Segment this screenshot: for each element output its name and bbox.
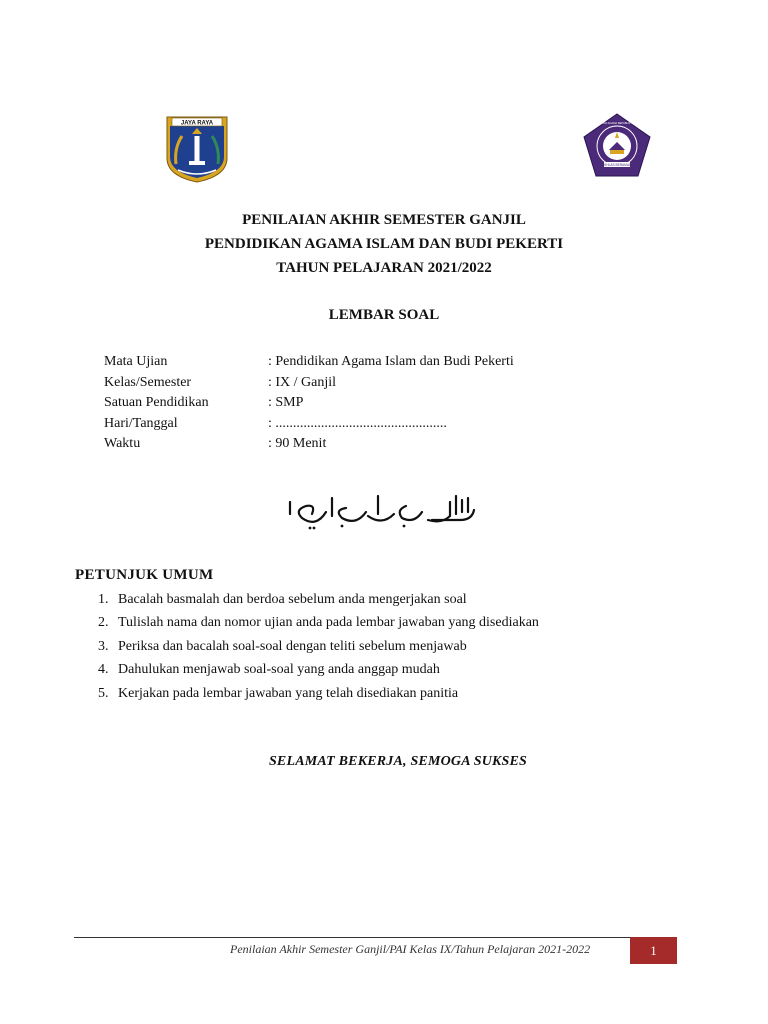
footer-divider <box>74 937 630 938</box>
exam-title: PENILAIAN AKHIR SEMESTER GANJIL <box>242 212 526 228</box>
footer-text: Penilaian Akhir Semester Ganjil/PAI Kelas IX/Tahun Pelajaran 2021-2022 <box>230 942 591 956</box>
item-text: Tulislah nama dan nomor ujian anda pada lembar jawaban yang disediakan <box>118 615 539 631</box>
list-item <box>98 635 539 658</box>
sheet-title: LEMBAR SOAL <box>328 307 440 323</box>
item-number: 2. <box>98 615 109 631</box>
info-row <box>104 414 514 435</box>
list-item <box>98 611 539 634</box>
subject-title: PENDIDIKAN AGAMA ISLAM DAN BUDI PEKERTI <box>204 236 564 252</box>
item-number: 4. <box>98 662 109 678</box>
info-label: Hari/Tanggal <box>104 415 178 431</box>
item-text: Bacalah basmalah dan berdoa sebelum anda mengerjakan soal <box>118 592 467 607</box>
info-label: Kelas/Semester <box>104 374 192 390</box>
item-text: Kerjakan pada lembar jawaban yang telah disediakan panitia <box>118 685 459 701</box>
closing-message: SELAMAT BEKERJA, SEMOGA SUKSES <box>268 754 528 769</box>
info-value: : ................................................. <box>268 415 447 431</box>
info-value: : 90 Menit <box>268 436 327 452</box>
kemenag-logo <box>582 112 652 180</box>
list-item <box>98 682 539 705</box>
info-row <box>104 434 514 455</box>
list-item <box>98 588 539 611</box>
logo-banner-text: JAYA RAYA <box>180 120 214 127</box>
logo-ring-top-text: KEMENTERIAN AGAMA REPUBLIK INDONESIA <box>588 122 646 125</box>
info-label: Waktu <box>104 436 141 452</box>
list-item <box>98 658 539 681</box>
info-value: : Pendidikan Agama Islam dan Budi Pekerti <box>268 354 514 369</box>
jakarta-emblem-logo <box>164 114 230 184</box>
item-text: Dahulukan menjawab soal-soal yang anda anggap mudah <box>118 662 440 678</box>
instructions-list <box>98 588 539 705</box>
academic-year-title: TAHUN PELAJARAN 2021/2022 <box>276 260 492 276</box>
info-value: : SMP <box>268 395 304 411</box>
info-row <box>104 352 514 373</box>
item-text: Periksa dan bacalah soal-soal dengan teliti sebelum menjawab <box>118 638 467 654</box>
exam-info-table <box>104 352 514 455</box>
info-label: Mata Ujian <box>104 354 168 369</box>
logo-ring-bottom-text: IKHLAS BERAMAL <box>603 163 631 167</box>
basmalah-calligraphy <box>282 490 480 532</box>
item-number: 1. <box>98 592 109 607</box>
item-number: 5. <box>98 685 109 701</box>
item-number: 3. <box>98 638 109 654</box>
instructions-title: PETUNJUK UMUM <box>75 567 214 583</box>
page-number-badge: 1 <box>630 937 677 964</box>
info-label: Satuan Pendidikan <box>104 395 209 411</box>
info-value: : IX / Ganjil <box>268 374 337 390</box>
info-row <box>104 373 514 394</box>
info-row <box>104 393 514 414</box>
